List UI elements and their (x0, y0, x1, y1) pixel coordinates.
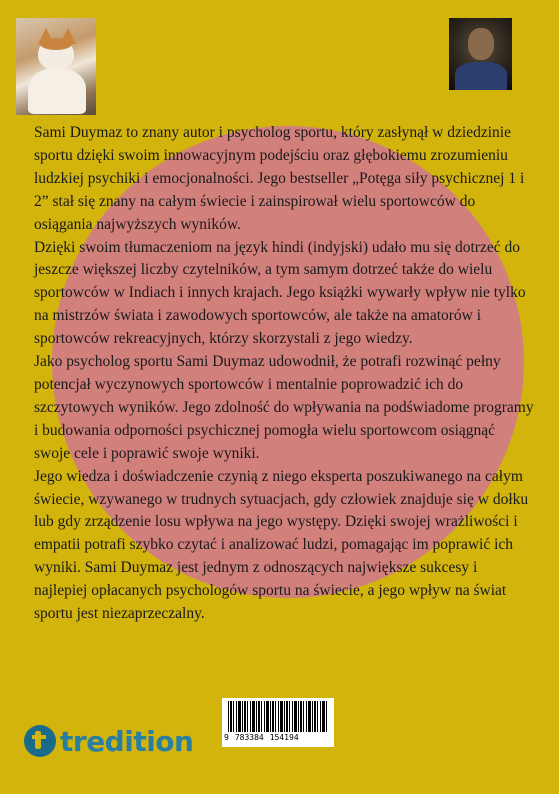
author-bio (34, 122, 534, 626)
bio-paragraph-2: Dzięki swoim tłumaczeniom na język hindi (indyjski) udało mu się dotrzeć do jeszcze większej liczby czytelników, a tym samym dotrzeć także do wielu sportowców w Indiach i innych krajach. Jego książki wywarły wpływ nie tylko na mistrzów świata i zawodowych sportowców, ale także na amatorów i sportowców rekreacyjnych, którzy skorzystali z jego wiedzy. (34, 238, 526, 348)
barcode-bars (228, 701, 328, 732)
barcode-digit-group-1: 783384 (234, 733, 264, 742)
publisher-name: tredition (60, 724, 194, 758)
author-photo (449, 18, 512, 90)
bio-paragraph-4: Jego wiedza i doświadczenie czynią z niego eksperta poszukiwanego na całym świecie, wzywanego w trudnych sytuacjach, gdy człowiek znajduje się w dołku lub gdy zrządzenie losu wpływa na jego występy. Dzięki swojej wrażliwości i empatii potrafi szybko czytać i analizować ludzi, pomagając im poprawić ich wyniki. Sami Duymaz jest jednym z odnoszących największe sukcesy i najlepiej opłacanych psychologów sportu na świecie, a jego wpływ na świat sportu jest niezaprzeczalny. (34, 467, 529, 623)
cat-photo (16, 18, 96, 115)
barcode-digits (224, 733, 334, 742)
bio-paragraph-1: Sami Duymaz to znany autor i psycholog sportu, który zasłynął w dziedzinie sportu dzięki swoim innowacyjnym podejściu oraz głębokiemu zrozumieniu ludzkiej psychiki i emocjonalności. Jego bestseller „Potęga siły psychicznej 1 i 2” stał się znany na całym świecie i zainspirował wielu sportowców do osiągania najwyższych wyników. (34, 124, 525, 233)
barcode-digit-prefix: 9 (224, 733, 229, 742)
barcode-digit-group-2: 154194 (269, 733, 299, 742)
isbn-barcode (222, 698, 334, 747)
bio-paragraph-3: Jako psycholog sportu Sami Duymaz udowodnił, że potrafi rozwinąć pełny potencjał wyczynowych sportowców i mentalnie poprowadzić ich do szczytowych wyników. Jego zdolność do wpływania na podświadome programy i budowania odporności psychicznej pomogła wielu sportowcom osiągnąć swoje cele i poprawić swoje wyniki. (34, 353, 534, 462)
publisher-logo (24, 721, 193, 761)
tredition-icon (24, 725, 56, 757)
